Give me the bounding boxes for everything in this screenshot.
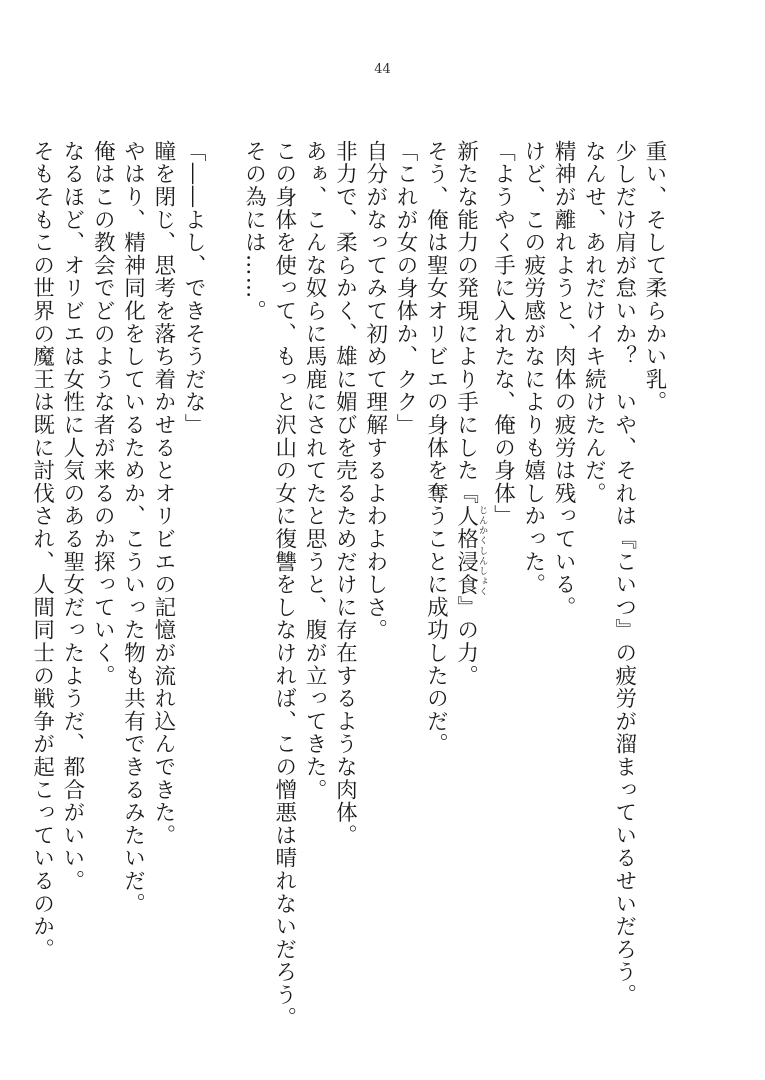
text-line: そう、俺は聖女オリビエの身体を奪うことに成功したのだ。 [423,140,449,756]
text-line: この身体を使って、もっと沢山の女に復讐をしなければ、この憎悪は晴れないだろう。 [271,140,297,1030]
text-line: その為には……。 [241,140,267,323]
text-line: やはり、精神同化をしているためか、こういった物も共有できるみたいだ。 [120,140,146,916]
text-line: なんせ、あれだけイキ続けたんだ。 [581,140,607,505]
text-line: あぁ、こんな奴らに馬鹿にされてたと思うと、腹が立ってきた。 [302,140,328,802]
text-line: 重い、そして柔らかい乳。 [642,140,667,414]
text-line: 精神が離れようと、肉体の疲労は残っている。 [551,140,577,619]
blank-line [208,140,238,1040]
ruby-reading: じんかくしんしょく [477,504,488,597]
text-line: 「――よし、できそうだな」 [181,140,207,437]
text-segment: 』の力。 [453,596,479,688]
text-line: 俺はこの教会でどのような者が来るのか探っていく。 [90,140,116,688]
text-line: けど、この疲労感がなによりも嬉しかった。 [520,140,546,596]
ruby-base: 人格浸食 [453,504,479,597]
text-line: 瞳を閉じ、思考を落ち着かせるとオリビエの記憶が流れ込んできた。 [150,140,176,847]
text-line-with-ruby [450,140,487,1040]
text-line: なるほど、オリビエは女性に人気のある聖女だったようだ、都合がいい。 [59,140,85,893]
text-line: そもそもこの世界の魔王は既に討伐され、人間同士の戦争が起こっているのか。 [29,140,55,961]
text-line: 「ようやく手に入れたな、俺の身体」 [490,140,516,528]
text-line: 少しだけ肩が怠いか？ いや、それは『こいつ』の疲労が溜まっているせいだろう。 [611,140,637,1007]
page-number: 44 [374,62,391,77]
ruby-annotation [453,504,488,597]
body-text [26,140,669,1040]
text-line: 「これが女の身体か、クク」 [393,140,418,437]
text-line: 自分がなってみて初めて理解するよわよわしさ。 [362,140,388,642]
text-line: 非力で、柔らかく、雄に媚びを売るためだけに存在するような肉体。 [332,140,358,847]
text-segment: 新たな能力の発現により手にした『 [453,140,479,505]
